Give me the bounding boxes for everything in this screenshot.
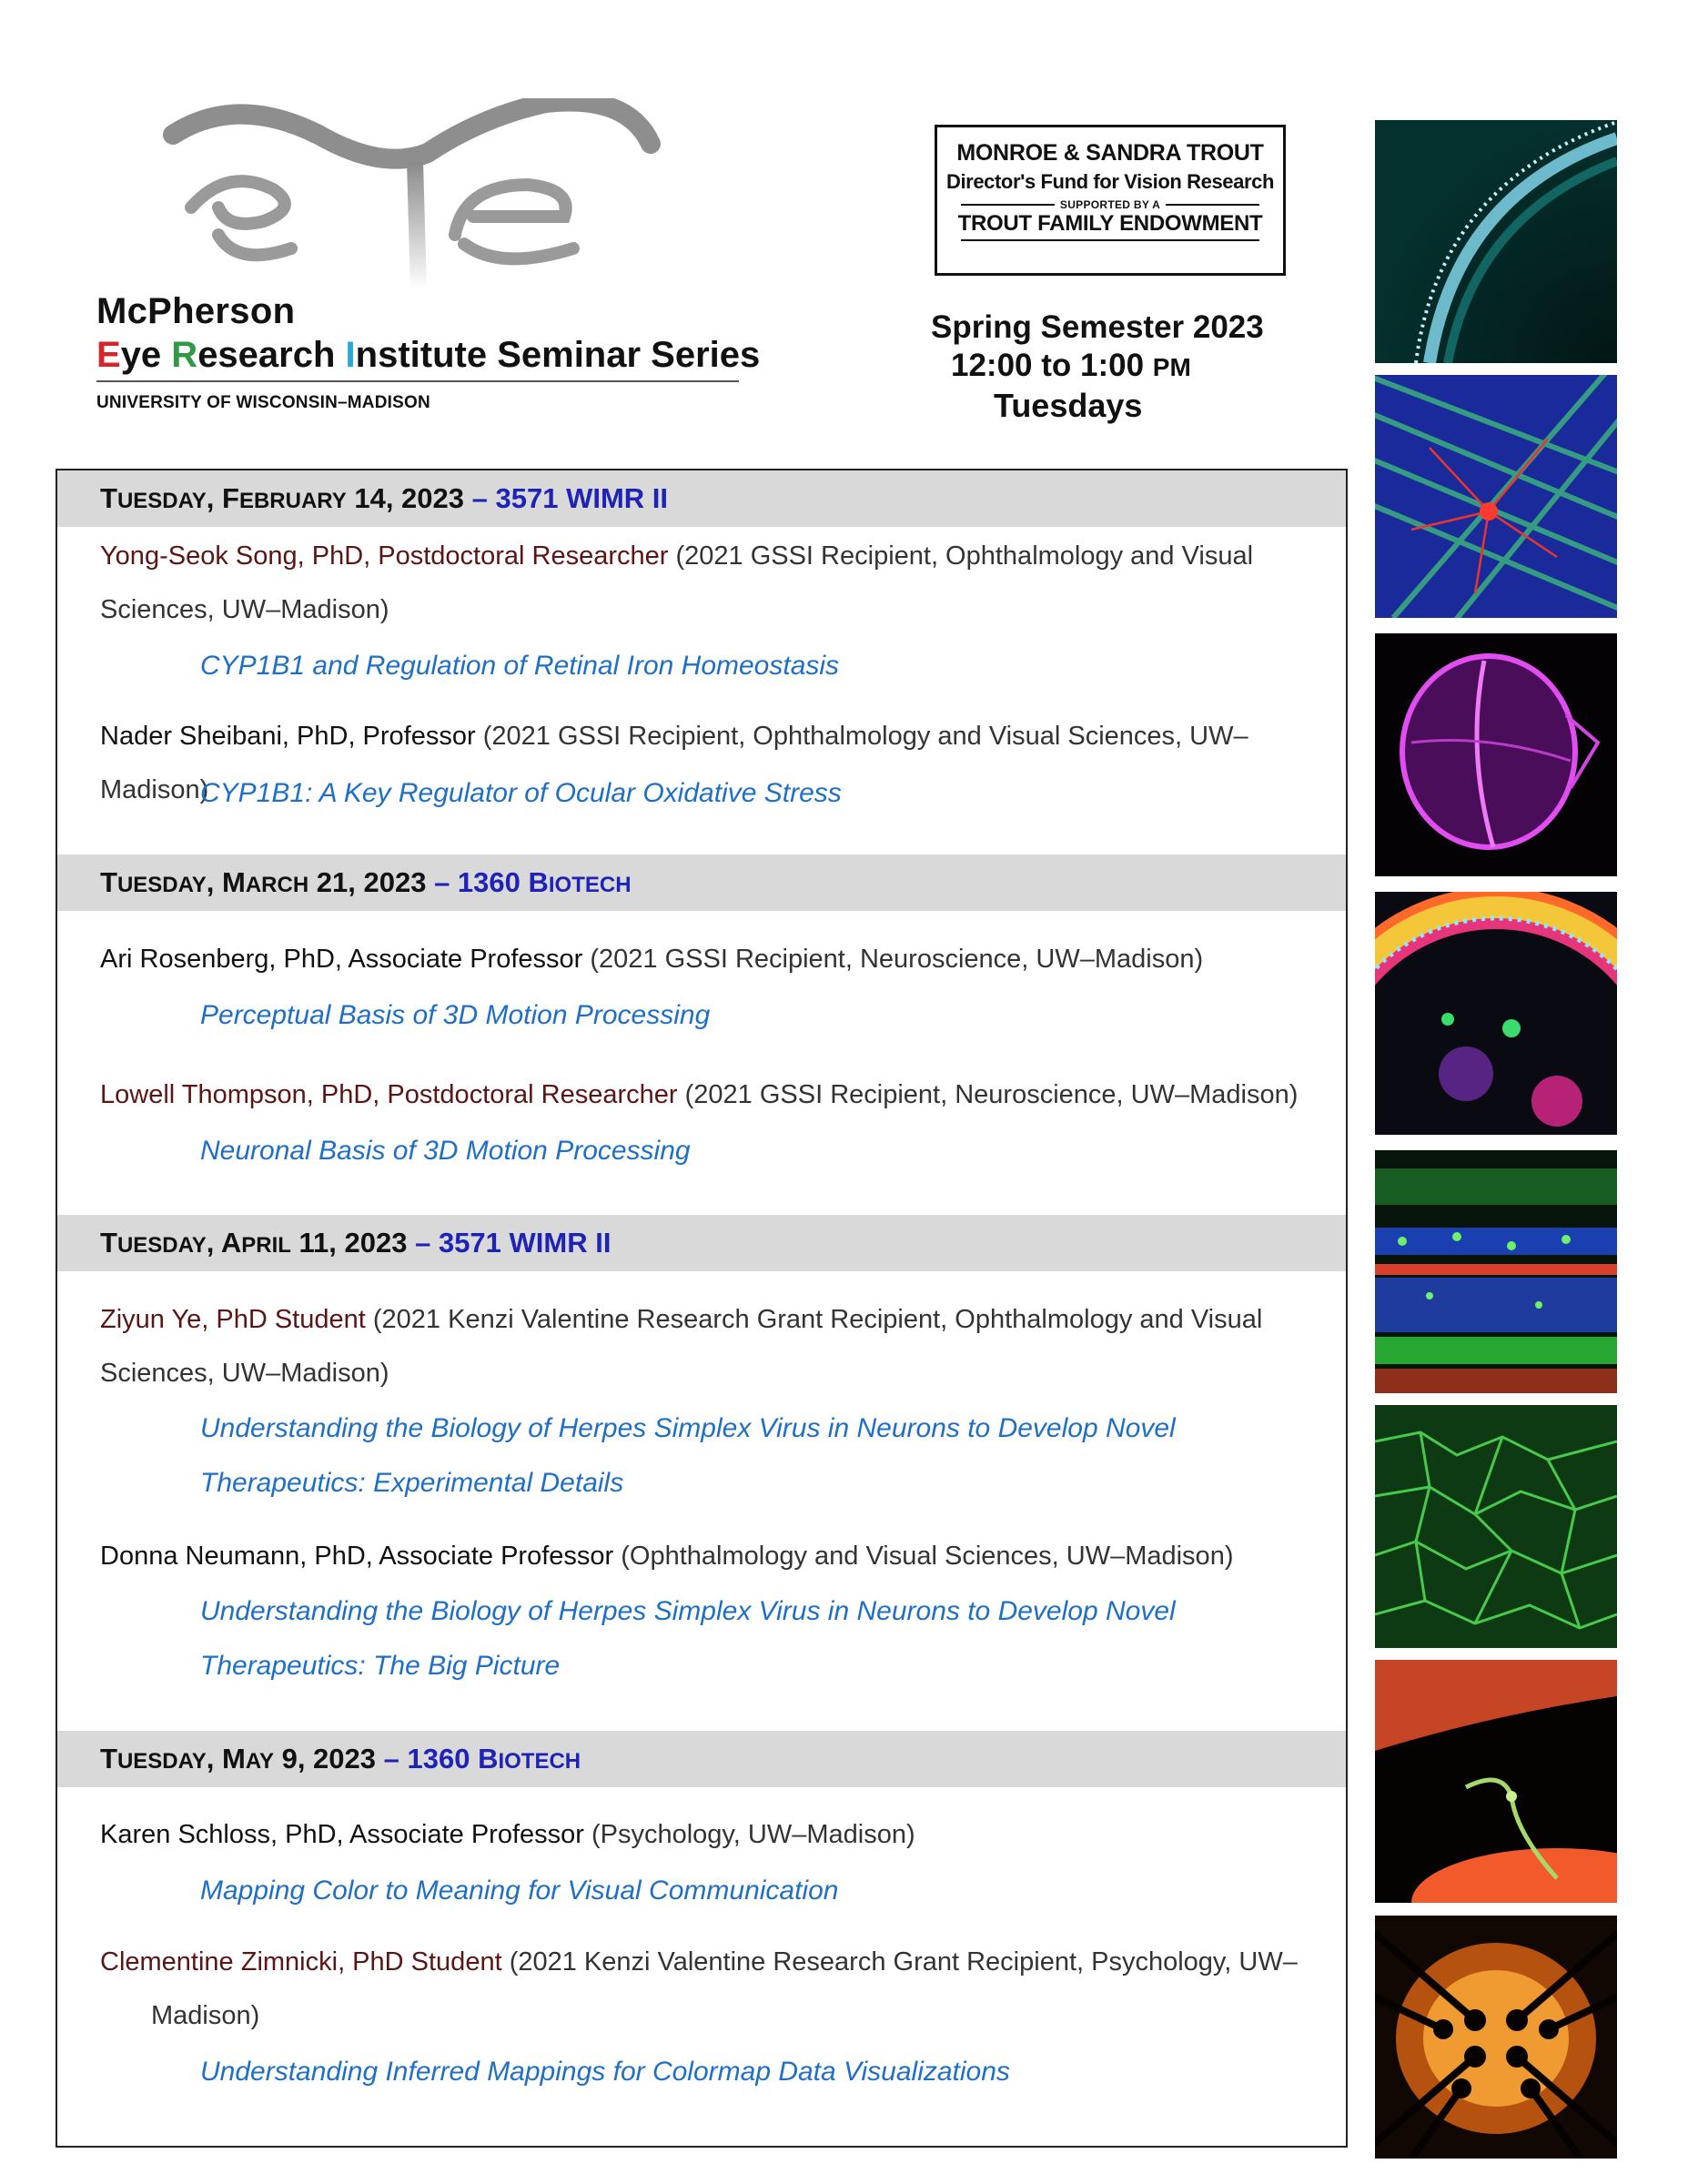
room-main: – 3571 WIMR II [415,1227,612,1259]
month-rest: EBRUARY [238,489,347,513]
speaker-entry [100,933,1319,986]
logo-series-title [96,335,760,376]
logo-text-esearch: esearch [197,335,346,375]
talk-title [200,1584,1292,1694]
neuron-network-micrograph [1375,375,1617,618]
speaker-entry [100,1293,1319,1400]
logo-letter-i: I [345,335,356,375]
speaker-name: Ari Rosenberg, PhD, Associate Professor [100,945,583,974]
speaker-entry [100,1808,1319,1862]
fund-line-2: Director's Fund for Vision Research [945,170,1275,193]
speaker-name: Karen Schloss, PhD, Associate Professor [100,1820,584,1849]
day-initial: T [100,1743,117,1774]
semester-time [951,348,1191,384]
speaker-affiliation: (2021 GSSI Recipient, Neuroscience, UW–Madison) [582,945,1204,974]
organoid-color-micrograph [1375,892,1617,1135]
room-main: – 1360 [383,1743,479,1774]
speaker-entry [100,1530,1319,1583]
session-date [100,1227,611,1259]
month-rest: AY [245,1749,274,1774]
month-initial: A [220,1227,242,1259]
session-header [57,1215,1346,1271]
room-main: – 1360 [434,866,529,898]
speaker-name: Yong-Seok Song, PhD, Postdoctoral Researcher [100,541,669,571]
talk-title: Perceptual Basis of 3D Motion Processing [200,1000,711,1030]
speaker-name: Clementine Zimnicki, PhD Student [100,1947,502,1977]
speaker-affiliation-cont: Sciences, UW–Madison) [100,1359,389,1388]
retina-arc-micrograph [1375,120,1617,363]
semester-time-suffix: PM [1152,353,1191,381]
talk-title-line2: Therapeutics: Experimental Details [200,1468,624,1498]
room-initial: B [528,866,549,898]
separator-bar-right [1166,204,1259,206]
month-initial: F [222,482,239,514]
day-initial: T [100,1227,117,1259]
session-date [100,1743,581,1775]
date-tail: 21, 2023 [308,866,435,898]
speaker-name: Lowell Thompson, PhD, Postdoctoral Researcher [100,1080,678,1109]
session-date [100,482,668,515]
logo-text-ye: ye [120,335,172,375]
date-comma: , [206,866,222,898]
logo-name: McPherson [96,291,296,331]
eye-logo-icon [155,98,664,289]
speaker-affiliation: (2021 GSSI Recipient, Ophthalmology and Visual Sciences, UW–Madison) [100,722,1248,804]
speaker-name: Nader Sheibani, PhD, Professor [100,722,476,751]
talk-title-line1: Understanding the Biology of Herpes Simplex Virus in Neurons to Develop Novel [200,1413,1176,1443]
fund-line-1: MONROE & SANDRA TROUT [956,140,1264,166]
room-rest: IOTECH [548,873,632,897]
fund-separator [961,198,1259,211]
trout-fund-box [935,125,1286,276]
session-room [415,1227,611,1259]
speaker-entry [100,530,1319,637]
schedule-box [56,469,1348,2148]
speaker-entry [100,1068,1319,1122]
speaker-affiliation: (Psychology, UW–Madison) [583,1820,915,1849]
talk-title-line2: Therapeutics: The Big Picture [200,1651,561,1681]
fund-bottom-bar [961,239,1259,241]
date-tail: 11, 2023 [290,1227,416,1259]
speaker-affiliation-cont: Sciences, UW–Madison) [100,595,389,624]
logo-text-rest: nstitute Seminar Series [355,335,761,375]
speaker-affiliation: (2021 Kenzi Valentine Research Grant Recipient, Psychology, UW– [501,1947,1298,1977]
talk-title [200,1401,1292,1511]
logo-letter-r: R [171,335,198,375]
talk-title: Mapping Color to Meaning for Visual Communication [200,1876,839,1906]
day-rest: UESDAY [116,873,207,897]
semester-day: Tuesdays [994,387,1143,424]
talk-title-line1: Understanding the Biology of Herpes Simplex Virus in Neurons to Develop Novel [200,1596,1176,1626]
date-comma: , [206,1227,221,1259]
electrode-array-micrograph [1375,1916,1617,2159]
month-initial: M [222,1743,246,1774]
talk-title: CYP1B1: A Key Regulator of Ocular Oxidative Stress [200,778,842,808]
talk-title: CYP1B1 and Regulation of Retinal Iron Homeostasis [200,651,840,681]
month-initial: M [222,866,246,898]
talk-title: Neuronal Basis of 3D Motion Processing [200,1136,691,1166]
semester-title: Spring Semester 2023 [931,309,1264,345]
logo-divider [96,380,739,382]
logo-letter-e: E [96,335,121,375]
day-initial: T [100,866,117,898]
speaker-name: Donna Neumann, PhD, Associate Professor [100,1542,614,1571]
retinal-layers-micrograph [1375,1150,1617,1393]
day-rest: UESDAY [116,1749,207,1774]
orange-fiber-micrograph [1375,1660,1617,1903]
fund-line-4: TROUT FAMILY ENDOWMENT [957,211,1263,236]
speaker-affiliation: (2021 GSSI Recipient, Ophthalmology and Visual [668,541,1254,571]
date-tail: 14, 2023 [346,482,472,514]
date-comma: , [206,482,222,514]
cell-mosaic-green-micrograph [1375,1405,1617,1648]
day-initial: T [100,482,117,514]
room-rest: IOTECH [498,1749,581,1774]
speaker-affiliation-cont: Madison) [151,2001,260,2030]
room-initial: B [478,1743,499,1774]
separator-bar-left [961,204,1055,206]
session-header [57,470,1346,527]
speaker-entry [100,1936,1319,2043]
month-rest: PRIL [241,1233,291,1258]
session-room [472,482,668,514]
session-header [57,854,1346,911]
speaker-affiliation: (2021 Kenzi Valentine Research Grant Recipient, Ophthalmology and Visual [365,1305,1263,1334]
speaker-affiliation: (Ophthalmology and Visual Sciences, UW–Madison) [613,1542,1234,1571]
speaker-affiliation: (2021 GSSI Recipient, Neuroscience, UW–Madison) [677,1080,1299,1109]
session-room [434,866,632,898]
day-rest: UESDAY [116,1233,207,1258]
speaker-name: Ziyun Ye, PhD Student [100,1305,366,1334]
day-rest: UESDAY [116,489,207,513]
date-comma: , [206,1743,222,1774]
session-room [384,1743,581,1774]
month-rest: ARCH [245,873,309,897]
session-header [57,1731,1346,1787]
eye-sphere-magenta-micrograph [1375,633,1617,876]
date-tail: 9, 2023 [273,1743,384,1774]
talk-title: Understanding Inferred Mappings for Colormap Data Visualizations [200,2057,1010,2087]
fund-line-3: SUPPORTED BY A [1059,198,1161,211]
session-date [100,866,632,899]
university-name: UNIVERSITY OF WISCONSIN–MADISON [96,393,430,412]
room-main: – 3571 WIMR II [471,482,668,514]
semester-time-range: 12:00 to 1:00 [951,348,1153,383]
